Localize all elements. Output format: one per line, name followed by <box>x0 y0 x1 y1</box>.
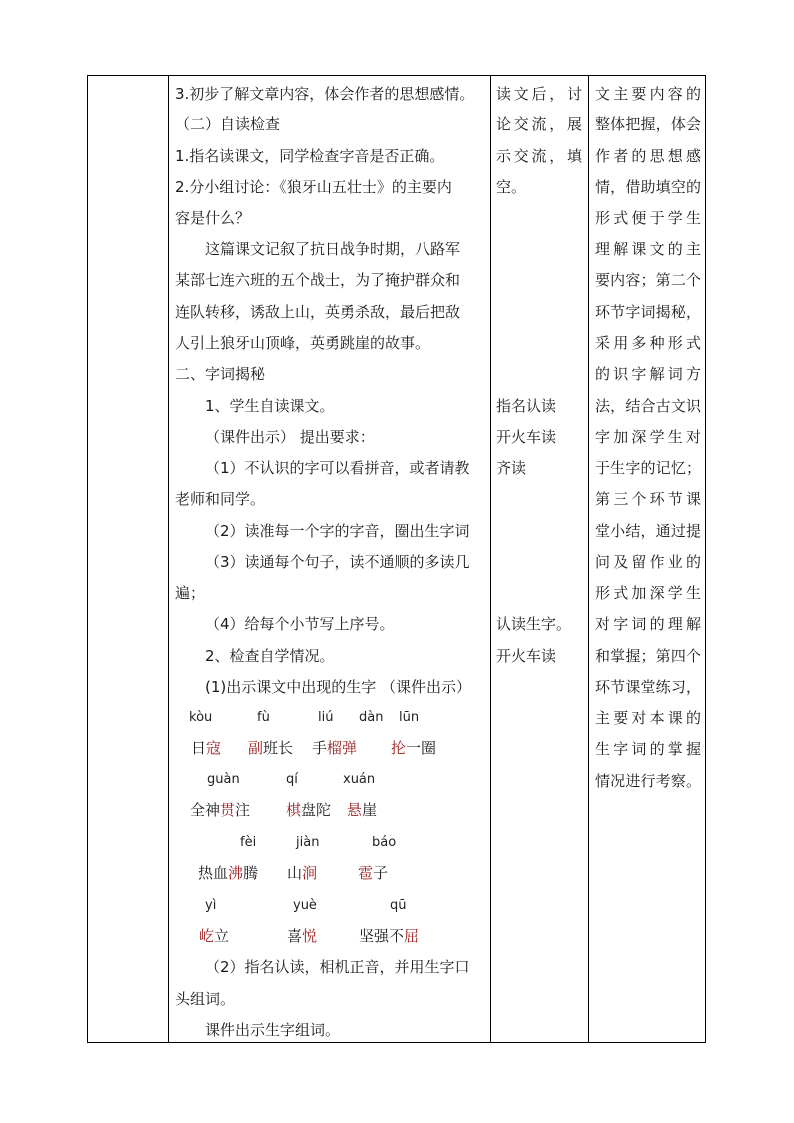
activity-line: 论交流，展 <box>496 115 582 133</box>
vocab-word <box>359 926 419 946</box>
lesson-plan-table <box>87 75 706 1043</box>
content-line: 头组词。 <box>175 990 236 1008</box>
intent-line: 作者的思想感 <box>595 147 701 165</box>
content-cell <box>169 76 490 1042</box>
new-character: 棋 <box>286 801 302 819</box>
pinyin: fù <box>257 710 270 725</box>
new-character: 寇 <box>206 739 222 757</box>
vocab-word <box>347 800 377 820</box>
pinyin: guàn <box>207 772 240 787</box>
content-line: （2）读准每一个字的字音，圈出生字词 <box>205 522 470 540</box>
content-line: 2.分小组讨论：《狼牙山五壮士》的主要内 <box>175 178 452 196</box>
vocab-word <box>199 926 229 946</box>
content-line: （1）不认识的字可以看拼音，或者请教 <box>205 459 470 477</box>
word-char: 班长 <box>263 739 294 757</box>
new-character: 雹 <box>358 864 374 882</box>
intent-line: 于生字的记忆； <box>595 459 701 477</box>
activity-cell <box>491 76 588 1042</box>
intent-line: 要内容；第二个 <box>595 271 701 289</box>
intent-line: 文主要内容的 <box>595 85 701 103</box>
word-char: 腾 <box>243 864 259 882</box>
content-line: (1)出示课文中出现的生字 （课件出示） <box>205 678 472 696</box>
vocab-word <box>190 800 250 820</box>
new-character: 屹 <box>199 927 215 945</box>
new-character: 屈 <box>404 927 420 945</box>
word-char: 热血 <box>198 864 229 882</box>
activity-line: 开火车读 <box>496 428 557 446</box>
activity-line: 读文后，讨 <box>496 85 582 103</box>
new-character: 抡 <box>391 739 407 757</box>
word-char: 崖 <box>362 801 378 819</box>
intent-line: 对字词的理解 <box>595 615 701 633</box>
intent-line: 字加深学生对 <box>595 428 701 446</box>
content-line: 1.指名读课文，同学检查字音是否正确。 <box>175 147 445 165</box>
intent-line: 主要对本课的 <box>595 709 701 727</box>
content-line: 这篇课文记叙了抗日战争时期，八路军 <box>205 240 461 258</box>
intent-cell <box>589 76 707 1042</box>
intent-line: 环节字词揭秘， <box>595 303 701 321</box>
intent-line: 环节课堂练习， <box>595 678 701 696</box>
activity-line: 示交流，填 <box>496 147 582 165</box>
pinyin: liú <box>318 710 334 725</box>
content-line: （3）读通每个句子，读不通顺的多读几 <box>205 553 470 571</box>
word-char: 盘陀 <box>301 801 332 819</box>
activity-line: 开火车读 <box>496 647 557 665</box>
intent-line: 形式加深学生 <box>595 584 701 602</box>
new-character: 贯 <box>220 801 236 819</box>
new-character: 副 <box>248 739 264 757</box>
pinyin: lūn <box>399 710 420 725</box>
vocab-word <box>248 738 293 758</box>
content-line: 课件出示生字组词。 <box>205 1021 341 1039</box>
activity-line: 空。 <box>496 178 527 196</box>
intent-line: 第三个环节课 <box>595 490 701 508</box>
section-heading: 二、字词揭秘 <box>175 365 266 383</box>
content-line: 老师和同学。 <box>175 490 266 508</box>
pinyin: jiàn <box>296 835 320 850</box>
word-char: 日 <box>191 739 207 757</box>
intent-line: 问及留作业的 <box>595 553 701 571</box>
intent-line: 采用多种形式 <box>595 334 701 352</box>
content-line: 遍； <box>175 584 206 602</box>
stage-cell <box>88 76 168 1042</box>
vocab-word <box>312 738 357 758</box>
content-line: 1、学生自读课文。 <box>205 397 335 415</box>
pinyin: yì <box>205 898 217 913</box>
intent-line: 情况进行考察。 <box>595 772 701 790</box>
intent-line: 情，借助填空的 <box>595 178 701 196</box>
intent-line: 法，结合古文识 <box>595 397 701 415</box>
content-line: 容是什么？ <box>175 209 251 227</box>
pinyin: qí <box>286 772 298 787</box>
content-line: 某部七连六班的五个战士，为了掩护群众和 <box>175 271 461 289</box>
content-line: （二）自读检查 <box>175 115 281 133</box>
intent-line: 的识字解词方 <box>595 365 701 383</box>
content-line: 人引上狼牙山顶峰，英勇跳崖的故事。 <box>175 334 431 352</box>
content-line: （2）指名认读，相机正音，并用生字口 <box>205 958 470 976</box>
new-character: 沸 <box>228 864 244 882</box>
word-char: 注 <box>235 801 251 819</box>
pinyin: yuè <box>293 898 317 913</box>
content-line: 3.初步了解文章内容，体会作者的思想感情。 <box>175 85 475 103</box>
pinyin: dàn <box>359 710 384 725</box>
new-character: 悬 <box>347 801 363 819</box>
word-char: 全神 <box>190 801 221 819</box>
vocab-word <box>191 738 221 758</box>
new-character: 榴弹 <box>327 739 358 757</box>
activity-line: 认读生字。 <box>496 615 572 633</box>
vocab-word <box>287 863 317 883</box>
pinyin: kòu <box>189 710 213 725</box>
word-char: 子 <box>373 864 389 882</box>
word-char: 立 <box>214 927 230 945</box>
word-char: 喜 <box>287 927 303 945</box>
content-line: 连队转移，诱敌上山，英勇杀敌，最后把敌 <box>175 303 461 321</box>
activity-line: 指名认读 <box>496 397 557 415</box>
content-line: （课件出示） 提出要求： <box>205 428 375 446</box>
vocab-word <box>287 926 317 946</box>
word-char: 一圈 <box>406 739 437 757</box>
intent-line: 和掌握；第四个 <box>595 647 701 665</box>
vocab-word <box>391 738 436 758</box>
activity-line: 齐读 <box>496 459 527 477</box>
intent-line: 理解课文的主 <box>595 240 701 258</box>
intent-line: 形式便于学生 <box>595 209 701 227</box>
pinyin: qū <box>390 898 407 913</box>
pinyin: fèi <box>240 835 257 850</box>
vocab-word <box>358 863 388 883</box>
word-char: 手 <box>312 739 328 757</box>
word-char: 坚强不 <box>359 927 405 945</box>
pinyin: báo <box>372 835 397 850</box>
new-character: 悦 <box>302 927 318 945</box>
intent-line: 整体把握，体会 <box>595 115 701 133</box>
word-char: 山 <box>287 864 303 882</box>
intent-line: 生字词的掌握 <box>595 740 701 758</box>
new-character: 涧 <box>302 864 318 882</box>
content-line: （4）给每个小节写上序号。 <box>205 615 395 633</box>
intent-line: 堂小结，通过提 <box>595 522 701 540</box>
content-line: 2、检查自学情况。 <box>205 647 335 665</box>
pinyin: xuán <box>343 772 376 787</box>
vocab-word <box>286 800 331 820</box>
vocab-word <box>198 863 258 883</box>
